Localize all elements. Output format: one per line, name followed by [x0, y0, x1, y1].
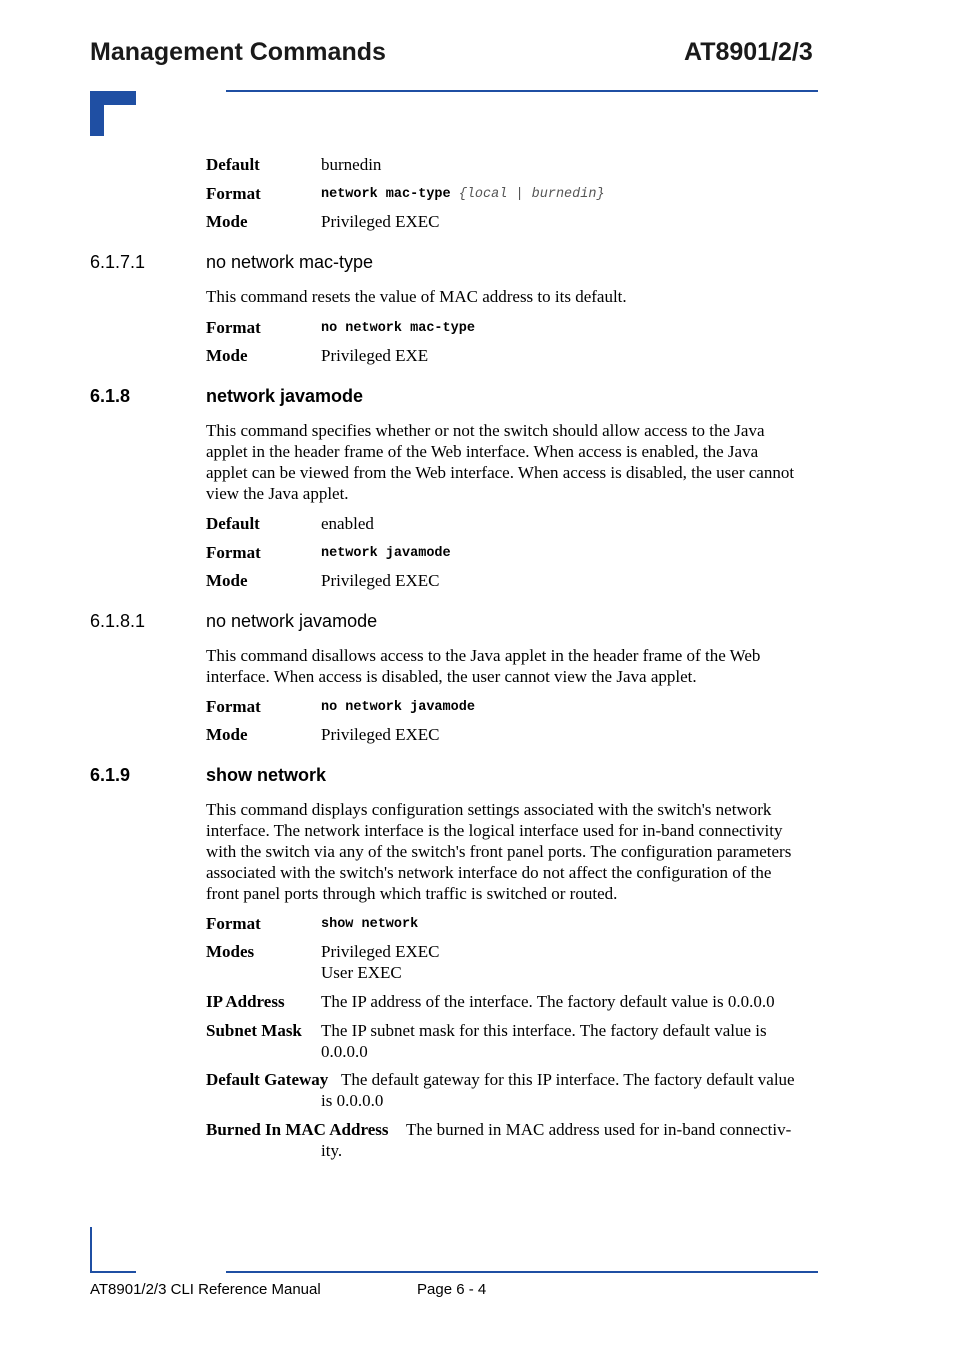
mac-type-format-args: {local | burnedin}: [458, 187, 605, 202]
header-product: AT8901/2/3: [684, 38, 813, 66]
show-network-format-label: Format: [206, 914, 261, 933]
paragraph-line: interface. The network interface is the logical interface used for in-band connectivity: [206, 821, 783, 840]
no-javamode-mode-value: Privileged EXEC: [321, 725, 440, 744]
header-rule: [226, 90, 818, 92]
show-network-mode-privileged: Privileged EXEC: [321, 942, 440, 961]
burned-in-mac-description-line2: ity.: [321, 1141, 343, 1160]
ip-address-label: IP Address: [206, 992, 285, 1011]
subnet-mask-description-line2: 0.0.0.0: [321, 1042, 368, 1061]
footer-manual-title: AT8901/2/3 CLI Reference Manual: [90, 1281, 321, 1298]
default-gateway-description-line1: The default gateway for this IP interface. The factory default value: [341, 1070, 795, 1089]
show-network-format-cmd: show network: [321, 917, 419, 932]
section-number-6-1-8-1: 6.1.8.1: [90, 611, 146, 631]
footer-rule: [226, 1271, 818, 1273]
javamode-default-value: enabled: [321, 514, 374, 533]
section-title-show-network: show network: [206, 765, 327, 785]
section-title-no-javamode: no network javamode: [206, 611, 378, 631]
paragraph-line: with the switch via any of the switch's front panel ports. The configuration parameters: [206, 842, 792, 861]
no-mac-type-format-cmd: no network mac-type: [321, 321, 475, 336]
show-network-modes-label: Modes: [206, 942, 255, 961]
mac-type-format-command: [321, 187, 605, 202]
no-mac-type-description: This command resets the value of MAC address to its default.: [206, 287, 627, 306]
mac-type-mode-value: Privileged EXEC: [321, 212, 440, 231]
section-number-6-1-9: 6.1.9: [90, 765, 131, 785]
paragraph-line: This command disallows access to the Java applet in the header frame of the Web: [206, 646, 761, 665]
corner-bracket-top: [90, 91, 136, 136]
subnet-mask-label: Subnet Mask: [206, 1021, 302, 1040]
footer-page-number: Page 6 - 4: [417, 1281, 487, 1298]
javamode-default-label: Default: [206, 514, 260, 533]
paragraph-line: front panel ports through which traffic is switched or routed.: [206, 884, 618, 903]
paragraph-line: This command specifies whether or not the switch should allow access to the Java: [206, 421, 765, 440]
javamode-mode-label: Mode: [206, 571, 248, 590]
default-gateway-description-line2: is 0.0.0.0: [321, 1091, 384, 1110]
mac-type-default-label: Default: [206, 155, 260, 174]
section-title-no-mac-type: no network mac-type: [206, 252, 374, 272]
corner-bracket-bottom: [90, 1227, 136, 1273]
javamode-format-label: Format: [206, 543, 261, 562]
paragraph-line: applet can be viewed from the Web interface. When access is disabled, the user cannot: [206, 463, 795, 482]
paragraph-line: interface. When access is disabled, the user cannot view the Java applet.: [206, 667, 697, 686]
burned-in-mac-description-line1: The burned in MAC address used for in-band connectiv-: [406, 1120, 792, 1139]
no-mac-type-mode-value: Privileged EXE: [321, 346, 429, 365]
default-gateway-label: Default Gateway: [206, 1070, 329, 1089]
subnet-mask-description-line1: The IP subnet mask for this interface. The factory default value is: [321, 1021, 767, 1040]
no-javamode-format-cmd: no network javamode: [321, 700, 475, 715]
mac-type-mode-label: Mode: [206, 212, 248, 231]
burned-in-mac-label: Burned In MAC Address: [206, 1120, 389, 1139]
no-javamode-format-label: Format: [206, 697, 261, 716]
mac-type-format-cmd: network mac-type: [321, 187, 451, 202]
section-number-6-1-7-1: 6.1.7.1: [90, 252, 146, 272]
javamode-description: [206, 420, 818, 504]
paragraph-line: This command displays configuration settings associated with the switch's network: [206, 800, 772, 819]
no-javamode-mode-label: Mode: [206, 725, 248, 744]
paragraph-line: associated with the switch's network interface do not affect the configuration of the: [206, 863, 772, 882]
javamode-mode-value: Privileged EXEC: [321, 571, 440, 590]
mac-type-default-value: burnedin: [321, 155, 382, 174]
section-title-javamode: network javamode: [206, 386, 364, 406]
header-section-title: Management Commands: [90, 38, 386, 66]
mac-type-format-label: Format: [206, 184, 261, 203]
show-network-mode-user: User EXEC: [321, 963, 402, 982]
no-mac-type-mode-label: Mode: [206, 346, 248, 365]
no-javamode-description: [206, 645, 818, 687]
show-network-description: [206, 799, 818, 904]
javamode-format-cmd: network javamode: [321, 546, 451, 561]
section-number-6-1-8: 6.1.8: [90, 386, 131, 406]
no-mac-type-format-label: Format: [206, 318, 261, 337]
paragraph-line: view the Java applet.: [206, 484, 349, 503]
paragraph-line: applet in the header frame of the Web interface. When access is enabled, the Java: [206, 442, 759, 461]
ip-address-description: The IP address of the interface. The factory default value is 0.0.0.0: [321, 992, 775, 1011]
